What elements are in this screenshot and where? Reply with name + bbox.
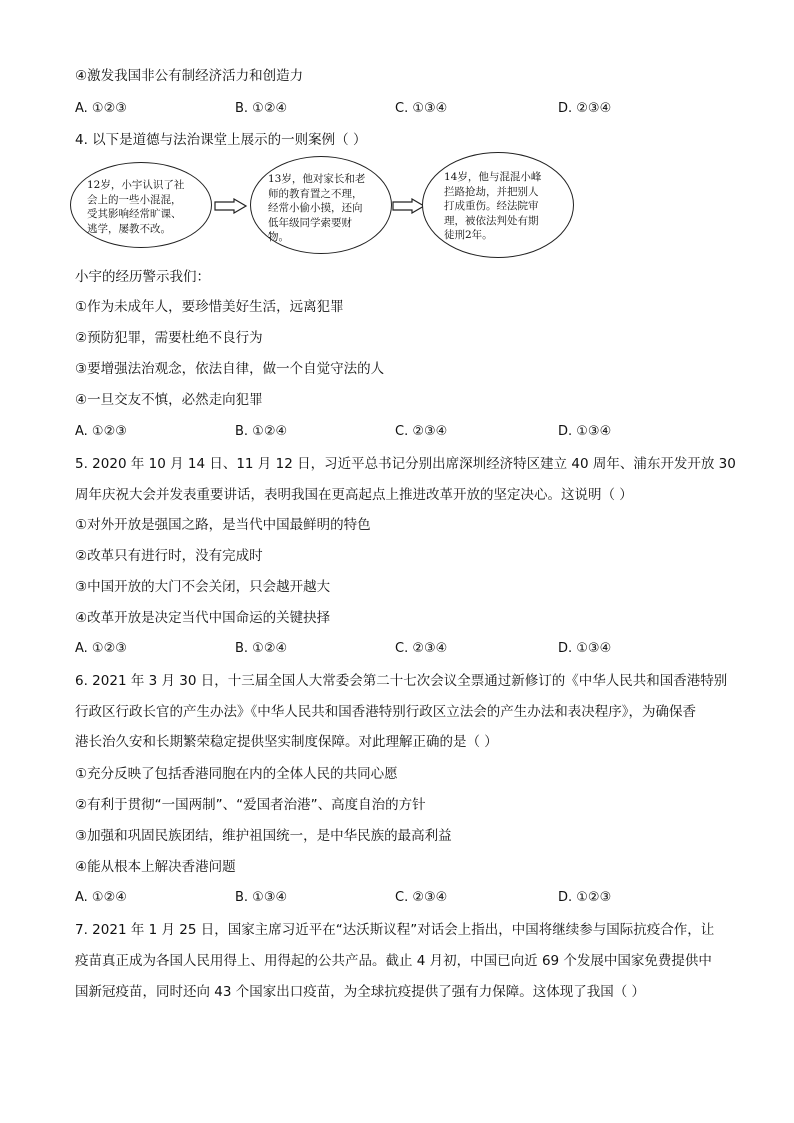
q4-option-c[interactable]: C. ②③④: [395, 424, 448, 439]
q5-option-a[interactable]: A. ①②③: [75, 641, 127, 656]
q4-item-3: ③要增强法治观念，依法自律，做一个自觉守法的人: [75, 361, 385, 377]
q3-option-a[interactable]: A. ①②③: [75, 101, 127, 116]
q6-options: [75, 889, 725, 907]
q5-stem-line-2: 周年庆祝大会并发表重要讲话，表明我国在更高起点上推进改革开放的坚定决心。这说明（ ）: [75, 487, 633, 503]
q4-lead: 小宇的经历警示我们：: [75, 269, 210, 285]
q6-option-b[interactable]: B. ①③④: [235, 890, 288, 905]
q5-options: [75, 640, 725, 658]
q6-option-d[interactable]: D. ①②③: [558, 890, 612, 905]
q7-stem-line-3: 国新冠疫苗，同时还向 43 个国家出口疫苗，为全球抗疫提供了强有力保障。这体现了我国（ ）: [75, 984, 646, 1000]
q6-item-3: ③加强和巩固民族团结，维护祖国统一，是中华民族的最高利益: [75, 828, 452, 844]
q5-option-d[interactable]: D. ①③④: [558, 641, 612, 656]
q7-stem-line-1: 7. 2021 年 1 月 25 日，国家主席习近平在“达沃斯议程”对话会上指出，中国将继续参与国际抗疫合作，让: [75, 922, 715, 938]
q6-option-c[interactable]: C. ②③④: [395, 890, 448, 905]
q3-item-4: ④激发我国非公有制经济活力和创造力: [75, 68, 304, 84]
q5-option-c[interactable]: C. ②③④: [395, 641, 448, 656]
q5-stem-line-1: 5. 2020 年 10 月 14 日、11 月 12 日，习近平总书记分别出席深圳经济特区建立 40 周年、浦东开发开放 30: [75, 456, 736, 472]
q6-stem-line-2: 行政区行政长官的产生办法》《中华人民共和国香港特别行政区立法会的产生办法和表决程序》，为确保香: [75, 704, 696, 720]
case-text-age-12: 12岁，小宇认识了社 会上的一些小混混， 受其影响经常旷课、 逃学，屡教不改。: [87, 179, 185, 235]
q4-item-2: ②预防犯罪，需要杜绝不良行为: [75, 330, 263, 346]
q3-option-c[interactable]: C. ①③④: [395, 101, 448, 116]
q4-item-1: ①作为未成年人，要珍惜美好生活，远离犯罪: [75, 299, 344, 315]
q5-item-3: ③中国开放的大门不会关闭，只会越开越大: [75, 579, 331, 595]
case-text-age-13: 13岁，他对家长和老 师的教育置之不理， 经常小偷小摸，还向 低年级同学索要财 物。: [268, 173, 366, 243]
q7-stem-line-2: 疫苗真正成为各国人民用得上、用得起的公共产品。截止 4 月初，中国已向近 69 个发展中国家免费提供中: [75, 953, 712, 969]
q4-stem: 4. 以下是道德与法治课堂上展示的一则案例（ ）: [75, 132, 367, 148]
q4-option-d[interactable]: D. ①③④: [558, 424, 612, 439]
q6-stem-line-3: 港长治久安和长期繁荣稳定提供坚实制度保障。对此理解正确的是（ ）: [75, 734, 498, 750]
case-text-age-14: 14岁，他与混混小峰 拦路抢劫，并把别人 打成重伤。经法院审 理，被依法判处有期 徒刑2年。: [444, 171, 542, 241]
q5-item-2: ②改革只有进行时，没有完成时: [75, 548, 263, 564]
q5-item-4: ④改革开放是决定当代中国命运的关键抉择: [75, 610, 331, 626]
q3-options: [75, 100, 725, 118]
arrow-right-icon: [214, 198, 248, 214]
q6-item-2: ②有利于贯彻“一国两制”、“爱国者治港”、高度自治的方针: [75, 797, 426, 813]
q4-item-4: ④一旦交友不慎，必然走向犯罪: [75, 392, 263, 408]
q5-item-1: ①对外开放是强国之路，是当代中国最鲜明的特色: [75, 517, 371, 533]
q5-option-b[interactable]: B. ①②④: [235, 641, 288, 656]
q4-option-a[interactable]: A. ①②③: [75, 424, 127, 439]
q6-item-1: ①充分反映了包括香港同胞在内的全体人民的共同心愿: [75, 766, 398, 782]
q3-option-b[interactable]: B. ①②④: [235, 101, 288, 116]
q3-option-d[interactable]: D. ②③④: [558, 101, 612, 116]
q4-options: [75, 423, 725, 441]
arrow-right-icon: [392, 198, 426, 214]
q6-option-a[interactable]: A. ①②④: [75, 890, 127, 905]
q6-item-4: ④能从根本上解决香港问题: [75, 859, 236, 875]
case-flow-diagram: [70, 150, 580, 260]
q6-stem-line-1: 6. 2021 年 3 月 30 日，十三届全国人大常委会第二十七次会议全票通过新修订的《中华人民共和国香港特别: [75, 673, 728, 689]
q4-option-b[interactable]: B. ①②④: [235, 424, 288, 439]
